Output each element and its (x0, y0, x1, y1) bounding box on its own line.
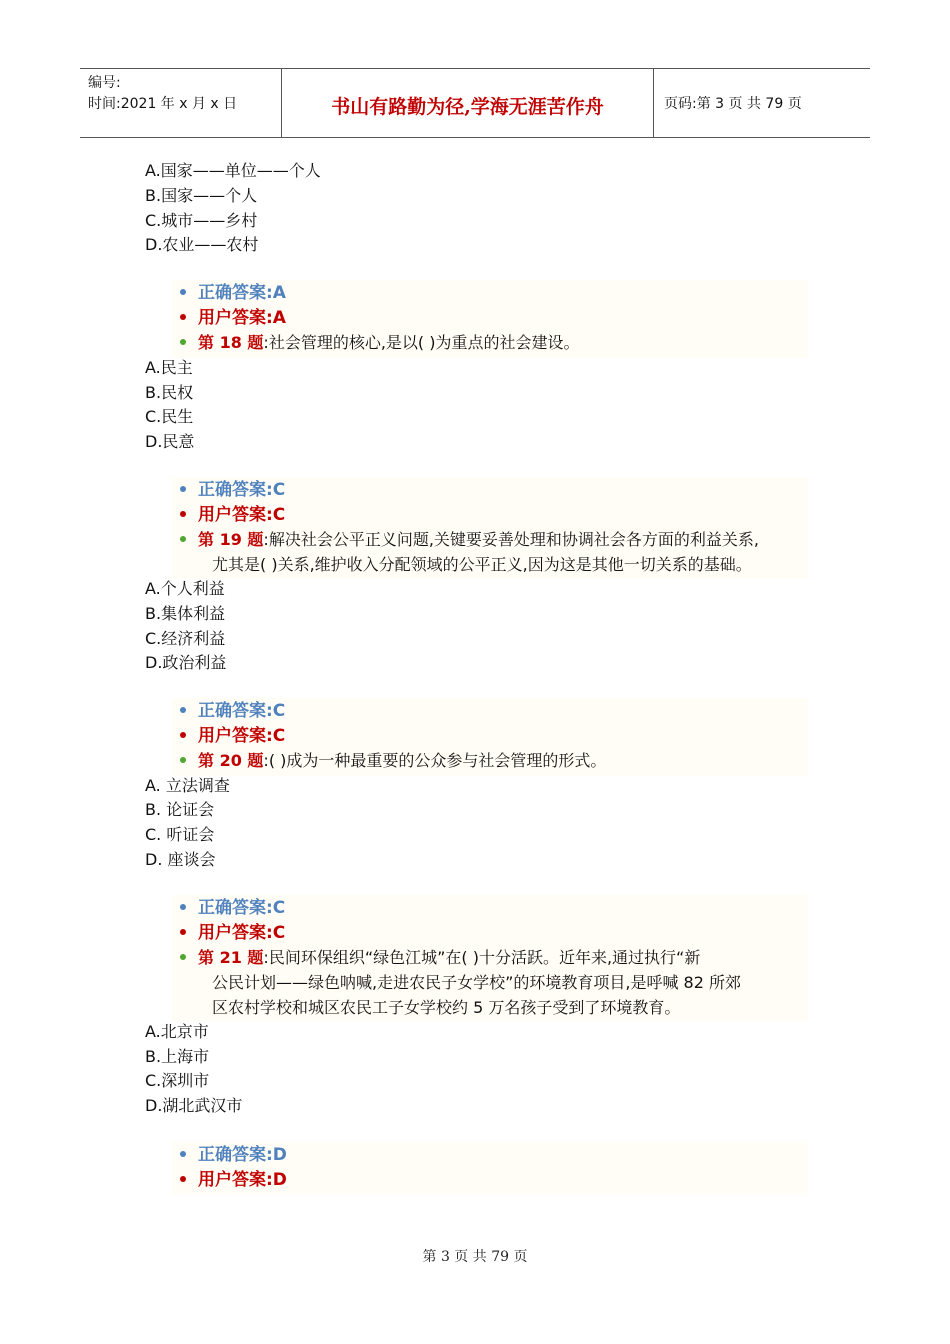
question-19-cont: 尤其是( )关系,维护收入分配领域的公平正义,因为这是其他一切关系的基础。 (212, 555, 752, 574)
bullet-icon (180, 929, 186, 935)
option-c: C.民生 (145, 407, 194, 426)
bullet-icon (180, 289, 186, 295)
correct-answer: 正确答案:C (180, 699, 285, 723)
page-footer: 第 3 页 共 79 页 (422, 1249, 528, 1265)
option-c: C.经济利益 (145, 629, 226, 648)
option-b: B.国家——个人 (145, 186, 258, 205)
bullet-icon (180, 1151, 186, 1157)
option-a: A.北京市 (145, 1022, 209, 1041)
correct-answer: 正确答案:C (180, 896, 285, 920)
user-answer: 用户答案:C (180, 724, 285, 748)
bullet-icon (180, 732, 186, 738)
header-motto: 书山有路勤为径,学海无涯苦作舟 (282, 69, 654, 137)
option-d: D.湖北武汉市 (145, 1096, 243, 1115)
question-20: 第 20 题:( )成为一种最重要的公众参与社会管理的形式。 (180, 749, 606, 773)
bullet-icon (180, 511, 186, 517)
page-header (80, 68, 870, 138)
time-label: 时间:2021 年 x 月 x 日 (88, 96, 238, 112)
bullet-icon (180, 339, 186, 345)
bullet-icon (180, 1176, 186, 1182)
bullet-icon (180, 707, 186, 713)
option-d: D. 座谈会 (145, 850, 216, 869)
correct-answer: 正确答案:C (180, 478, 285, 502)
option-a: A. 立法调查 (145, 776, 230, 795)
option-c: C.深圳市 (145, 1071, 210, 1090)
bullet-icon (180, 904, 186, 910)
header-page-label: 页码:第 3 页 共 79 页 (664, 96, 802, 112)
user-answer: 用户答案:D (180, 1168, 287, 1192)
bullet-icon (180, 757, 186, 763)
option-d: D.政治利益 (145, 653, 227, 672)
user-answer: 用户答案:C (180, 921, 285, 945)
option-b: B.民权 (145, 383, 194, 402)
option-b: B.上海市 (145, 1047, 210, 1066)
question-18: 第 18 题:社会管理的核心,是以( )为重点的社会建设。 (180, 331, 579, 355)
option-a: A.民主 (145, 358, 193, 377)
question-19: 第 19 题:解决社会公平正义问题,关键要妥善处理和协调社会各方面的利益关系, (180, 528, 759, 552)
option-d: D.农业——农村 (145, 235, 259, 254)
header-meta (80, 69, 282, 137)
question-21: 第 21 题:民间环保组织“绿色江城”在( )十分活跃。近年来,通过执行“新 (180, 946, 700, 970)
option-d: D.民意 (145, 432, 195, 451)
bullet-icon (180, 314, 186, 320)
option-c: C. 听证会 (145, 825, 215, 844)
bullet-icon (180, 486, 186, 492)
option-c: C.城市——乡村 (145, 211, 258, 230)
bullet-icon (180, 954, 186, 960)
bullet-icon (180, 536, 186, 542)
correct-answer: 正确答案:A (180, 281, 286, 305)
question-21-cont: 区农村学校和城区农民工子女学校约 5 万名孩子受到了环境教育。 (212, 998, 681, 1017)
serial-label: 编号: (88, 75, 121, 91)
correct-answer: 正确答案:D (180, 1143, 287, 1167)
user-answer: 用户答案:C (180, 503, 285, 527)
question-21-cont: 公民计划——绿色呐喊,走进农民子女学校”的环境教育项目,是呼喊 82 所郊 (212, 973, 741, 992)
option-b: B. 论证会 (145, 800, 215, 819)
user-answer: 用户答案:A (180, 306, 286, 330)
option-b: B.集体利益 (145, 604, 226, 623)
option-a: A.个人利益 (145, 579, 225, 598)
option-a: A.国家——单位——个人 (145, 161, 321, 180)
